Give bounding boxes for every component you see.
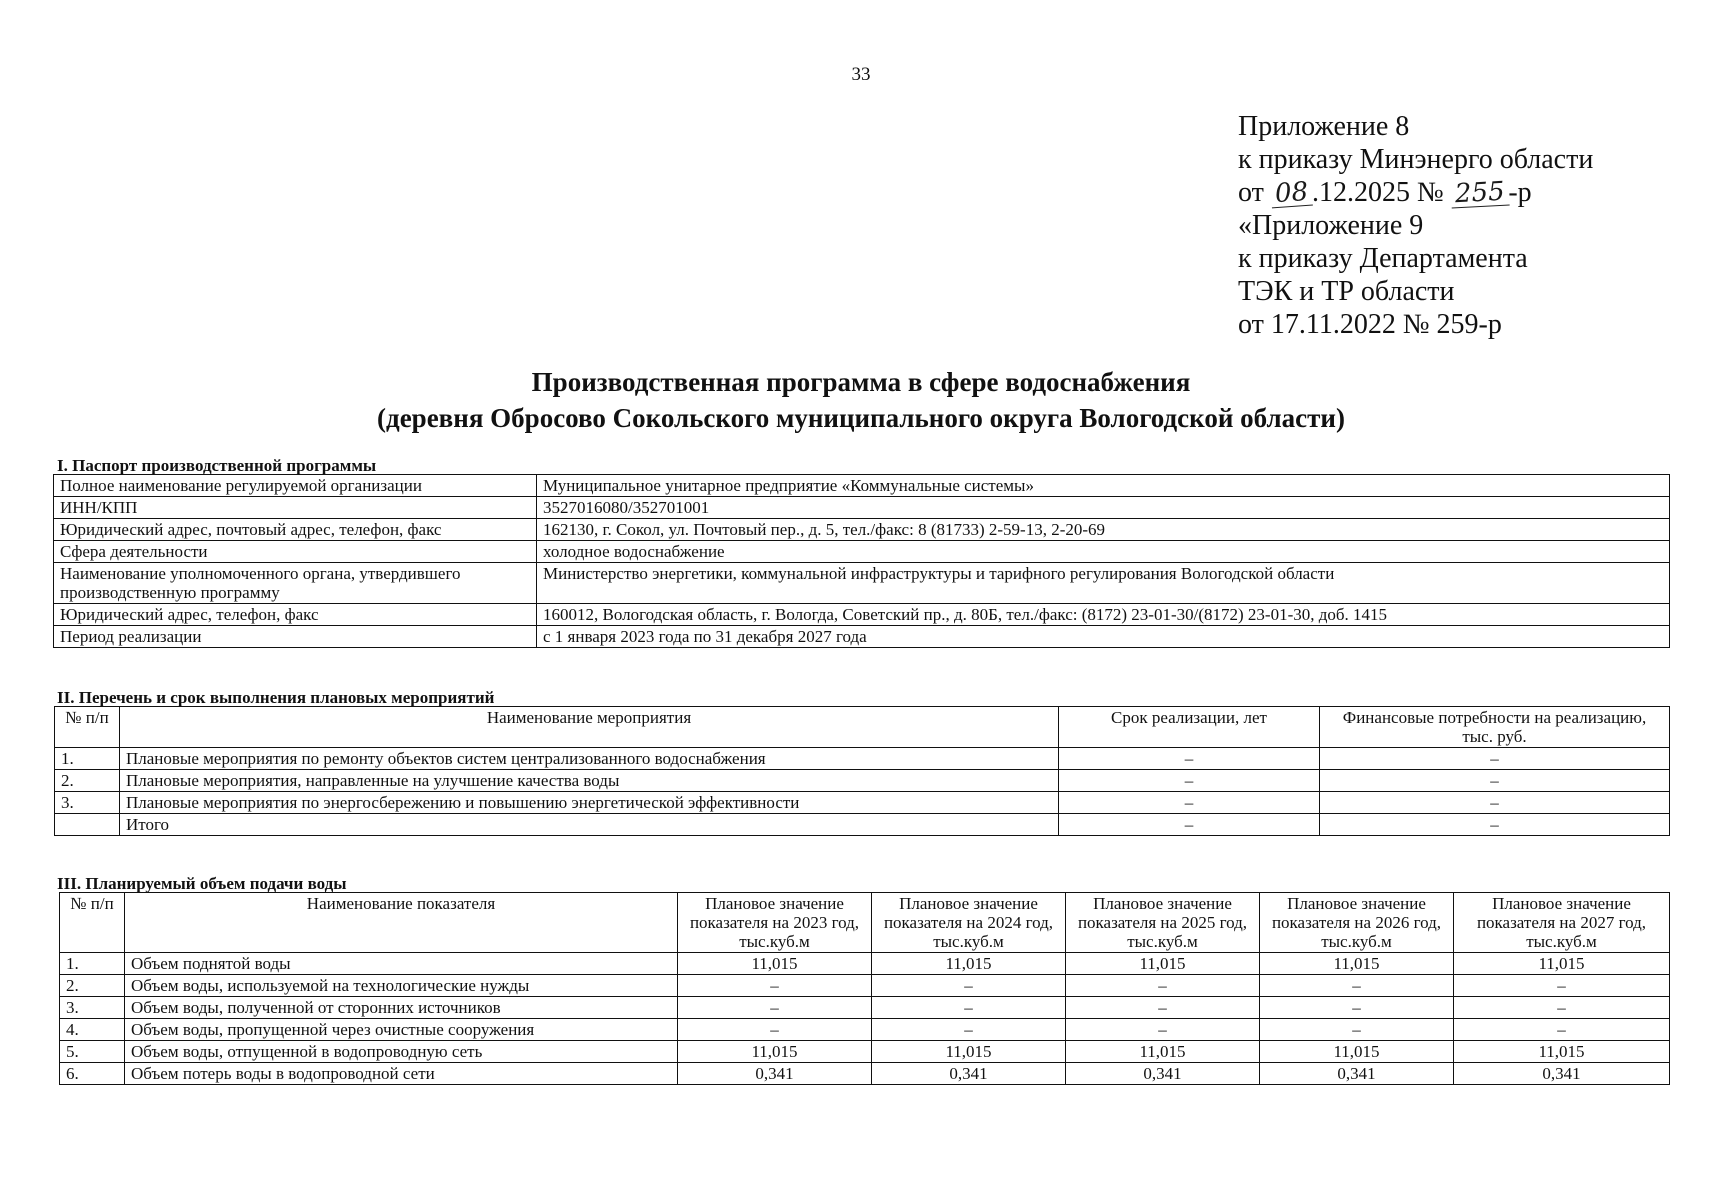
value-2025: 0,341 (1066, 1063, 1260, 1085)
value-2026: – (1260, 1019, 1454, 1041)
appendix-line-5: к приказу Департамента (1238, 243, 1528, 274)
row-num: 3. (60, 997, 125, 1019)
value-2025: 11,015 (1066, 1041, 1260, 1063)
passport-table (53, 474, 1670, 648)
table-header-row (55, 707, 1670, 748)
row-num: 1. (55, 748, 120, 770)
value-2024: – (872, 1019, 1066, 1041)
measure-term: – (1059, 792, 1320, 814)
appendix-line-1: Приложение 8 (1238, 111, 1410, 142)
passport-label: ИНН/КПП (54, 497, 537, 519)
row-num (55, 814, 120, 836)
water-supply-table (59, 892, 1670, 1085)
value-2027: 0,341 (1454, 1063, 1670, 1085)
row-num: 2. (55, 770, 120, 792)
passport-label: Наименование уполномоченного органа, утвердившего производственную программу (54, 563, 537, 604)
handwritten-order-number: 255 (1450, 179, 1509, 209)
passport-value: Муниципальное унитарное предприятие «Коммунальные системы» (537, 475, 1670, 497)
passport-value: холодное водоснабжение (537, 541, 1670, 563)
header-num: № п/п (55, 707, 120, 748)
value-2026: 11,015 (1260, 953, 1454, 975)
table-row (54, 475, 1670, 497)
title-line-1: Производственная программа в сфере водоснабжения (531, 367, 1191, 397)
value-2023: – (678, 997, 872, 1019)
table-row (54, 497, 1670, 519)
header-finance: Финансовые потребности на реализацию, тыс. руб. (1320, 707, 1670, 748)
header-2026: Плановое значение показателя на 2026 год, тыс.куб.м (1260, 893, 1454, 953)
table-row (60, 1041, 1670, 1063)
table-row (54, 563, 1670, 604)
header-measure-name: Наименование мероприятия (120, 707, 1059, 748)
row-num: 4. (60, 1019, 125, 1041)
passport-value: 3527016080/352701001 (537, 497, 1670, 519)
header-2024: Плановое значение показателя на 2024 год, тыс.куб.м (872, 893, 1066, 953)
table-row-total (55, 814, 1670, 836)
measure-name: Итого (120, 814, 1059, 836)
value-2024: 0,341 (872, 1063, 1066, 1085)
value-2027: – (1454, 997, 1670, 1019)
row-num: 5. (60, 1041, 125, 1063)
value-2027: 11,015 (1454, 1041, 1670, 1063)
value-2026: 11,015 (1260, 1041, 1454, 1063)
passport-value: Министерство энергетики, коммунальной инфраструктуры и тарифного регулирования Вологодской области (537, 563, 1670, 604)
measure-finance: – (1320, 792, 1670, 814)
table-row (55, 748, 1670, 770)
passport-label: Юридический адрес, телефон, факс (54, 604, 537, 626)
header-indicator-name: Наименование показателя (125, 893, 678, 953)
measure-term: – (1059, 748, 1320, 770)
table-row (60, 953, 1670, 975)
measures-table (54, 706, 1670, 836)
indicator-name: Объем воды, пропущенной через очистные сооружения (125, 1019, 678, 1041)
table-row (54, 541, 1670, 563)
header-num: № п/п (60, 893, 125, 953)
table-row (54, 626, 1670, 648)
appendix-line-7: от 17.11.2022 № 259-р (1238, 309, 1502, 340)
value-2024: – (872, 997, 1066, 1019)
value-2024: 11,015 (872, 953, 1066, 975)
value-2024: 11,015 (872, 1041, 1066, 1063)
table-header-row (60, 893, 1670, 953)
row-num: 2. (60, 975, 125, 997)
table-row (55, 792, 1670, 814)
table-row (60, 1063, 1670, 1085)
passport-label: Период реализации (54, 626, 537, 648)
value-2027: – (1454, 975, 1670, 997)
passport-label: Сфера деятельности (54, 541, 537, 563)
section-2-heading: II. Перечень и срок выполнения плановых мероприятий (57, 688, 495, 707)
table-row (54, 519, 1670, 541)
passport-value: 162130, г. Сокол, ул. Почтовый пер., д. 5, тел./факс: 8 (81733) 2-59-13, 2-20-69 (537, 519, 1670, 541)
header-2025: Плановое значение показателя на 2025 год, тыс.куб.м (1066, 893, 1260, 953)
value-2025: – (1066, 1019, 1260, 1041)
measure-name: Плановые мероприятия по ремонту объектов систем централизованного водоснабжения (120, 748, 1059, 770)
value-2023: 11,015 (678, 953, 872, 975)
section-1-heading: I. Паспорт производственной программы (57, 456, 377, 475)
value-2023: 0,341 (678, 1063, 872, 1085)
appendix-line-3 (1238, 176, 1593, 209)
appendix-date-suffix: -р (1508, 177, 1532, 208)
appendix-block (1238, 110, 1593, 341)
measure-name: Плановые мероприятия, направленные на улучшение качества воды (120, 770, 1059, 792)
indicator-name: Объем потерь воды в водопроводной сети (125, 1063, 678, 1085)
value-2027: 11,015 (1454, 953, 1670, 975)
appendix-date-prefix: от (1238, 177, 1271, 208)
section-3-heading: III. Планируемый объем подачи воды (57, 874, 347, 893)
title-line-2: (деревня Обросово Сокольского муниципального округа Вологодской области) (377, 403, 1345, 433)
measure-finance: – (1320, 770, 1670, 792)
header-2027: Плановое значение показателя на 2027 год, тыс.куб.м (1454, 893, 1670, 953)
table-row (60, 975, 1670, 997)
table-row (55, 770, 1670, 792)
value-2023: – (678, 1019, 872, 1041)
indicator-name: Объем воды, полученной от сторонних источников (125, 997, 678, 1019)
passport-label: Юридический адрес, почтовый адрес, телефон, факс (54, 519, 537, 541)
value-2027: – (1454, 1019, 1670, 1041)
value-2023: – (678, 975, 872, 997)
value-2026: 0,341 (1260, 1063, 1454, 1085)
handwritten-day: 08 (1270, 179, 1313, 209)
appendix-line-6: ТЭК и ТР области (1238, 276, 1455, 307)
passport-label: Полное наименование регулируемой организации (54, 475, 537, 497)
header-term: Срок реализации, лет (1059, 707, 1320, 748)
row-num: 6. (60, 1063, 125, 1085)
value-2026: – (1260, 975, 1454, 997)
value-2025: 11,015 (1066, 953, 1260, 975)
row-num: 3. (55, 792, 120, 814)
table-row (54, 604, 1670, 626)
value-2025: – (1066, 975, 1260, 997)
passport-value: 160012, Вологодская область, г. Вологда, Советский пр., д. 80Б, тел./факс: (8172) 23-01-30/(8172) 23-01-30, доб. 1415 (537, 604, 1670, 626)
measure-name: Плановые мероприятия по энергосбережению и повышению энергетической эффективности (120, 792, 1059, 814)
row-num: 1. (60, 953, 125, 975)
value-2026: – (1260, 997, 1454, 1019)
table-row (60, 997, 1670, 1019)
measure-term: – (1059, 770, 1320, 792)
page-number: 33 (851, 64, 871, 85)
value-2024: – (872, 975, 1066, 997)
measure-finance: – (1320, 814, 1670, 836)
table-row (60, 1019, 1670, 1041)
document-title (0, 364, 1722, 436)
appendix-date-mid: .12.2025 № (1311, 177, 1451, 208)
value-2025: – (1066, 997, 1260, 1019)
indicator-name: Объем поднятой воды (125, 953, 678, 975)
header-2023: Плановое значение показателя на 2023 год, тыс.куб.м (678, 893, 872, 953)
appendix-line-4: «Приложение 9 (1238, 210, 1424, 241)
indicator-name: Объем воды, отпущенной в водопроводную сеть (125, 1041, 678, 1063)
measure-term: – (1059, 814, 1320, 836)
appendix-line-2: к приказу Минэнерго области (1238, 144, 1594, 175)
indicator-name: Объем воды, используемой на технологические нужды (125, 975, 678, 997)
value-2023: 11,015 (678, 1041, 872, 1063)
passport-value: с 1 января 2023 года по 31 декабря 2027 года (537, 626, 1670, 648)
measure-finance: – (1320, 748, 1670, 770)
